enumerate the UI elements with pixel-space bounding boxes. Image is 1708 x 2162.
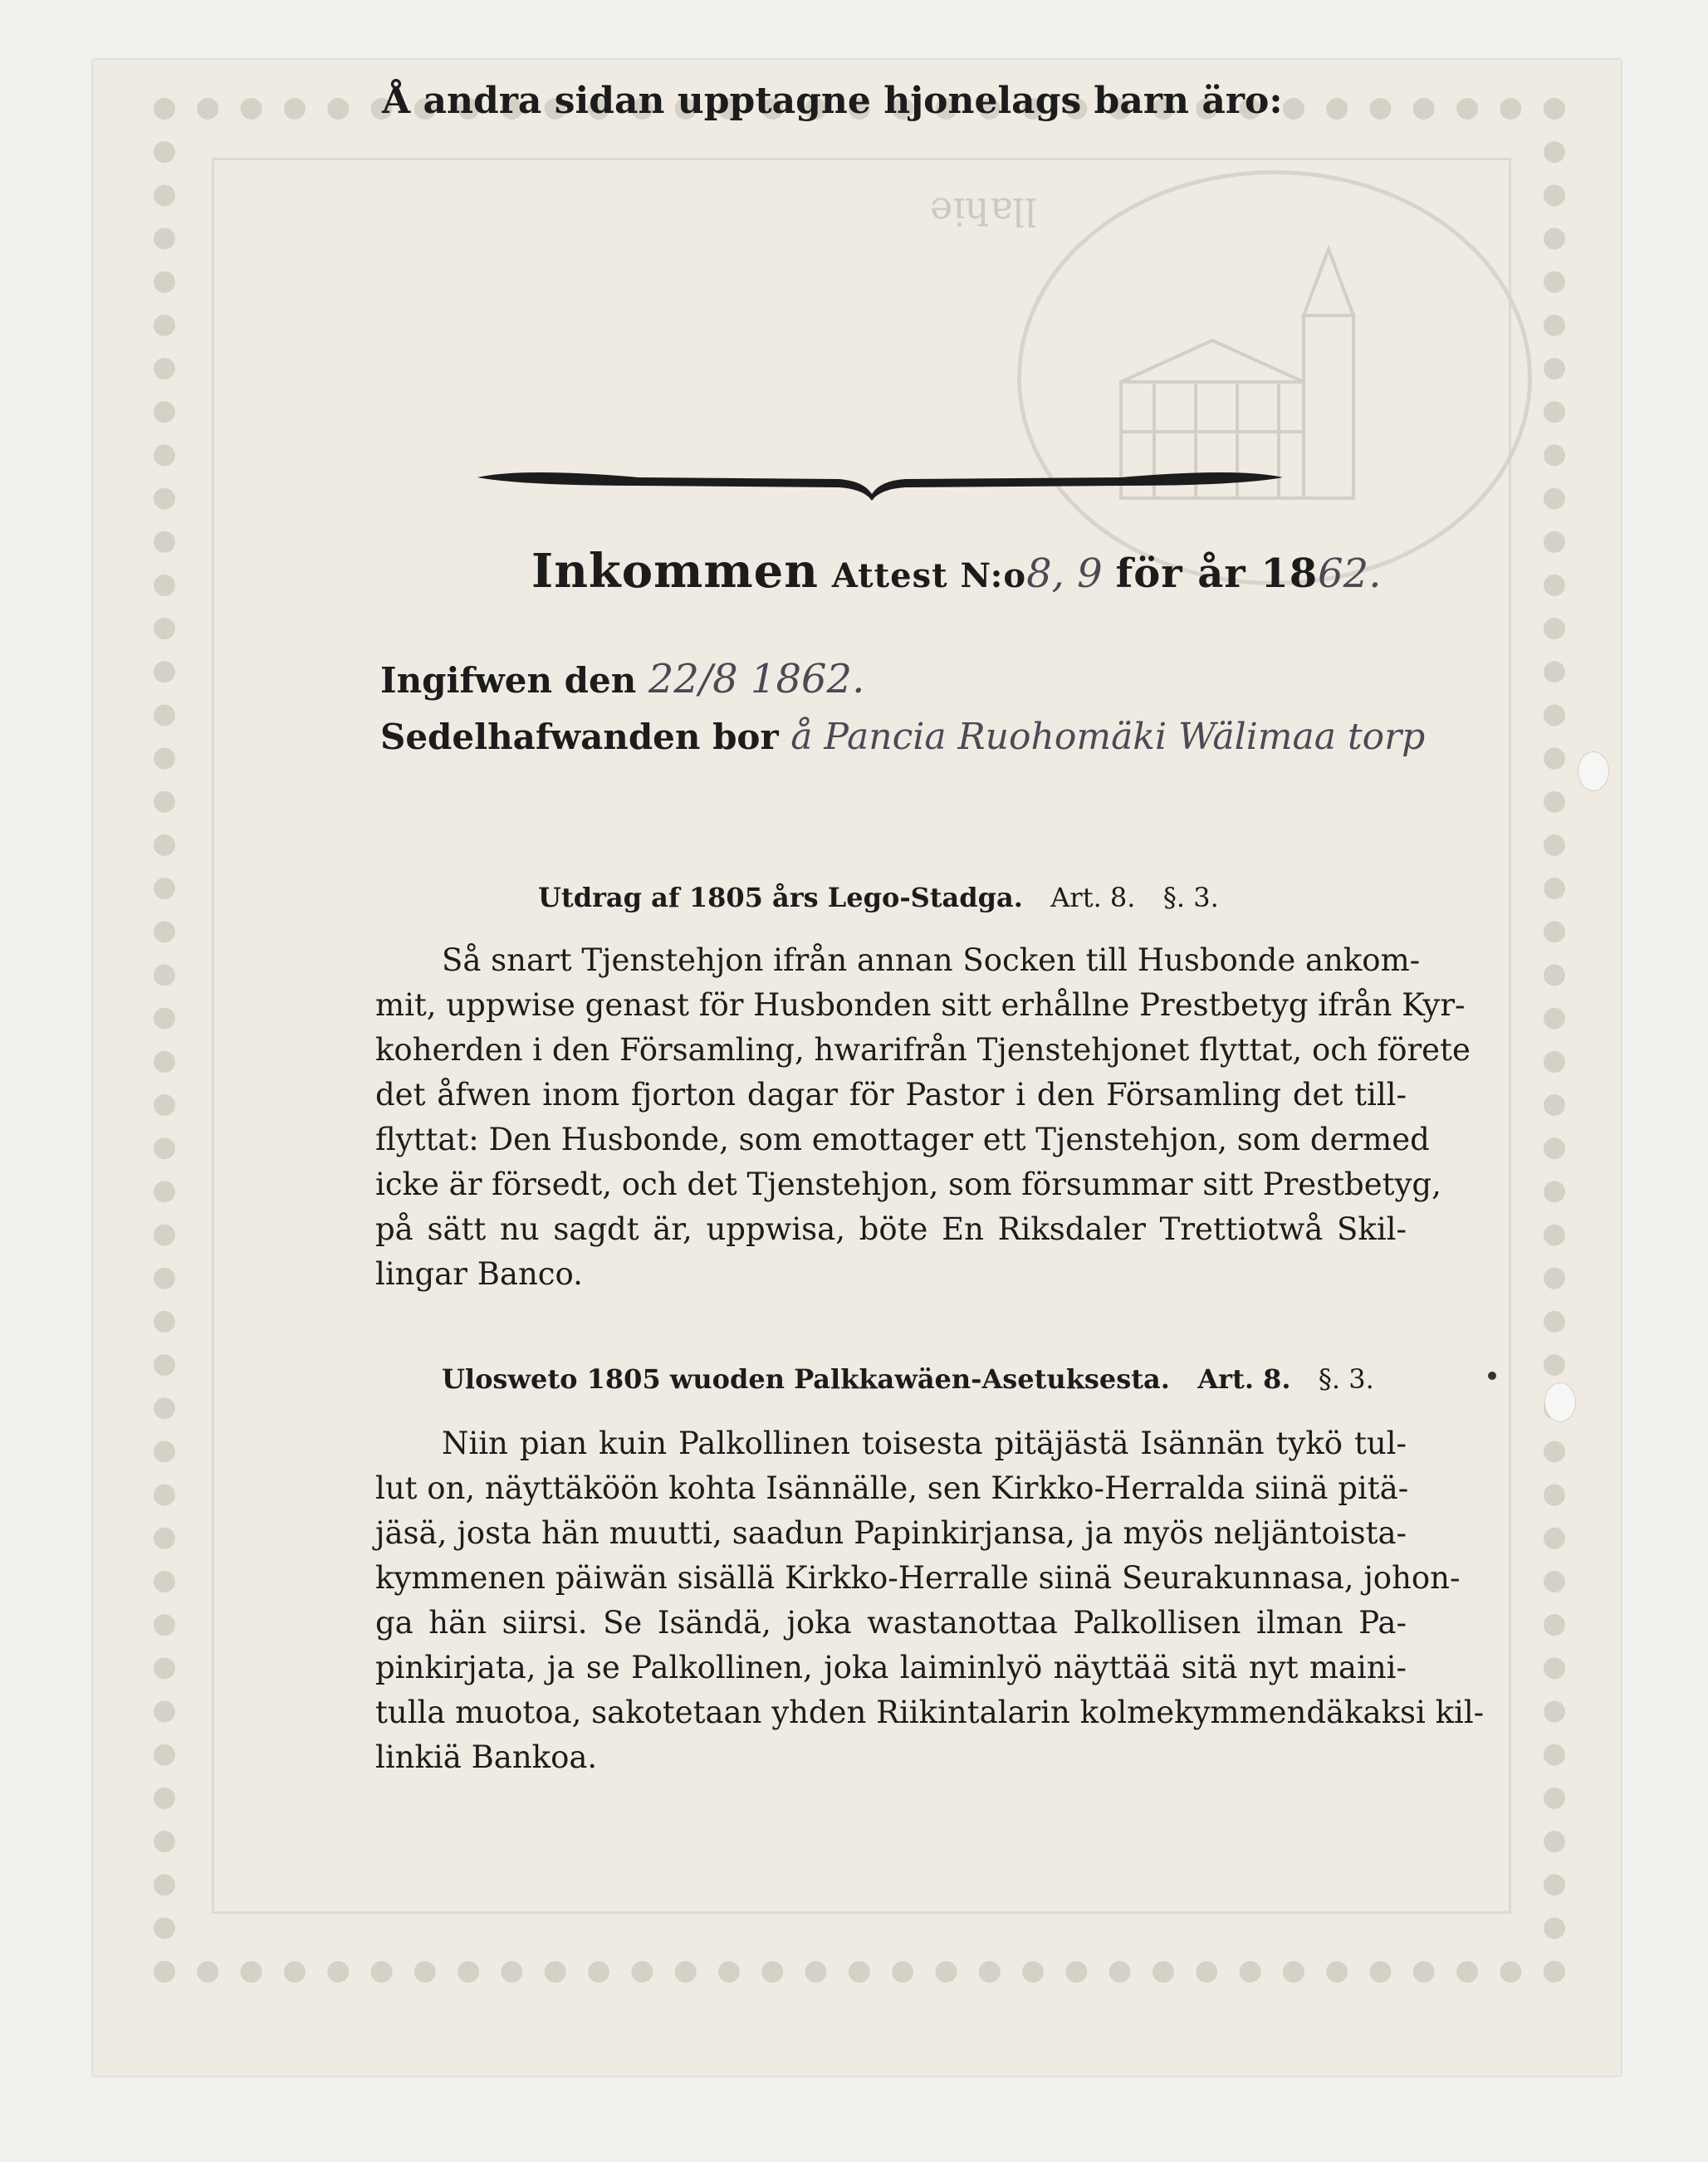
finnish-line: linkiä Bankoa. (375, 1739, 598, 1775)
finnish-line: jäsä, josta hän muutti, saadun Papinkirjansa, ja myös neljäntoista- (375, 1515, 1407, 1551)
title-main: Inkommen (531, 544, 819, 599)
finnish-line: pinkirjata, ja se Palkollinen, joka laiminlyö näyttää sitä nyt maini- (375, 1650, 1407, 1685)
punch-hole-bottom (1544, 1382, 1576, 1422)
finnish-line: lut on, näyttäköön kohta Isännälle, sen Kirkko-Herralda siinä pitä- (375, 1470, 1409, 1506)
sedelhafwanden-row (380, 716, 1425, 758)
swedish-paragraph-ref: §. 3. (1162, 882, 1219, 913)
ink-dot (1488, 1372, 1496, 1380)
attest-title (531, 544, 1381, 599)
swedish-section-heading (538, 882, 1219, 913)
ingifwen-label: Ingifwen den (380, 660, 637, 701)
finnish-line: Niin pian kuin Palkollinen toisesta pitäjästä Isännän tykö tul- (442, 1426, 1407, 1461)
finnish-paragraph (375, 1421, 1485, 1780)
ornamental-rule (473, 461, 1287, 502)
swedish-heading-text: Utdrag af 1805 års Lego-Stadga. (538, 882, 1023, 913)
finnish-line: tulla muotoa, sakotetaan yhden Riikintalarin kolmekymmendäkaksi kil- (375, 1695, 1485, 1730)
swedish-line: lingar Banco. (375, 1256, 583, 1292)
year-handwritten: 62. (1318, 550, 1382, 597)
swedish-line: mit, uppwise genast för Husbonden sitt erhållne Prestbetyg ifrån Kyr- (375, 987, 1466, 1023)
residence-handwritten: å Pancia Ruohomäki Wälimaa torp (790, 716, 1426, 758)
finnish-article: Art. 8. (1197, 1363, 1291, 1395)
swedish-line: det åfwen inom fjorton dagar för Pastor i den Församling det till- (375, 1077, 1407, 1113)
sedelhafwanden-label: Sedelhafwanden bor (380, 717, 779, 757)
finnish-heading-text: Ulosweto 1805 wuoden Palkkawäen-Asetuksesta. (442, 1363, 1170, 1395)
title-label: Attest N:o (831, 556, 1027, 595)
ingifwen-date-handwritten: 22/8 1862. (648, 656, 865, 702)
attest-number-handwritten: 8, 9 (1026, 550, 1103, 597)
swedish-line: koherden i den Församling, hwarifrån Tjenstehjonet flyttat, och förete (375, 1032, 1471, 1068)
finnish-paragraph-ref: §. 3. (1318, 1363, 1374, 1395)
title-year-label: för år 18 (1115, 550, 1319, 597)
bleed-through-text: ǝᴉɥɐꞁꞁ (930, 183, 1037, 227)
ingifwen-row (380, 656, 864, 702)
finnish-section-heading (442, 1363, 1374, 1395)
swedish-line: icke är försedt, och det Tjenstehjon, som försummar sitt Prestbetyg, (375, 1167, 1441, 1202)
swedish-line: på sätt nu sagdt är, uppwisa, böte En Riksdaler Trettiotwå Skil- (375, 1211, 1407, 1247)
swedish-line: Så snart Tjenstehjon ifrån annan Socken till Husbonde ankom- (442, 942, 1421, 978)
finnish-line: ga hän siirsi. Se Isändä, joka wastanottaa Palkollisen ilman Pa- (375, 1605, 1407, 1641)
punch-hole-top (1578, 751, 1609, 791)
swedish-article: Art. 8. (1050, 882, 1136, 913)
swedish-line: flyttat: Den Husbonde, som emottager ett Tjenstehjon, som dermed (375, 1122, 1430, 1157)
page-heading: Å andra sidan upptagne hjonelags barn äro: (382, 80, 1283, 122)
swedish-paragraph (375, 938, 1471, 1297)
finnish-line: kymmenen päiwän sisällä Kirkko-Herralle siinä Seurakunnasa, johon- (375, 1560, 1461, 1596)
